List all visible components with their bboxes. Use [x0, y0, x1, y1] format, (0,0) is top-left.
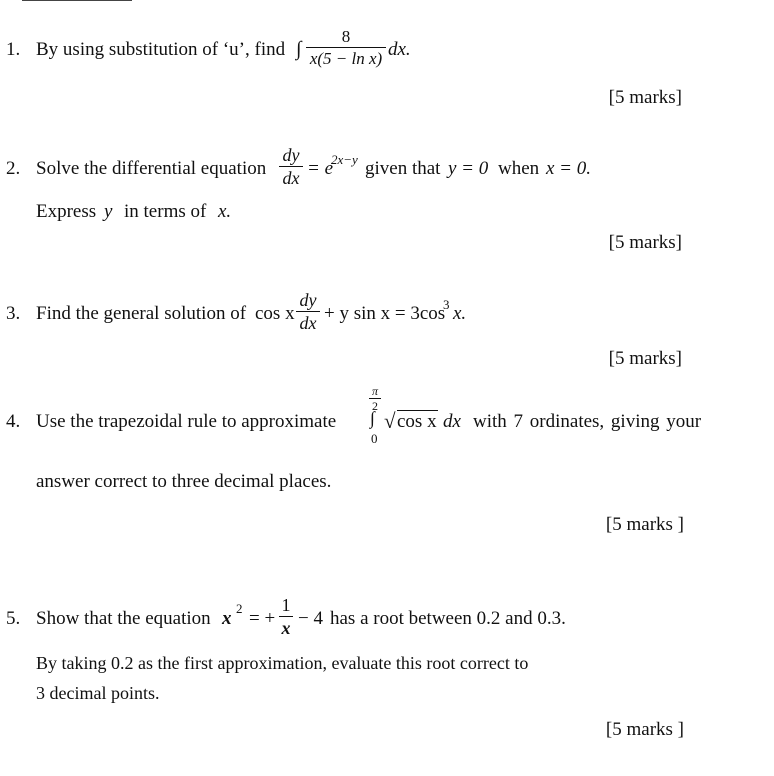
condition-x: x = 0. — [546, 158, 592, 179]
question-text-line2: By taking 0.2 as the first approximation, evaluate this root correct to — [36, 653, 529, 673]
top-rule — [22, 0, 132, 1]
integral-sign: ∫ — [370, 408, 375, 428]
denominator: x — [281, 618, 291, 638]
equation-base: = e — [307, 158, 334, 179]
question-text-continued: has a root between 0.2 and 0.3. — [330, 608, 566, 629]
question-text-line2: answer correct to three decimal places. — [36, 471, 332, 492]
condition-y: y = 0 — [448, 158, 489, 179]
upper-numerator: π — [371, 384, 378, 398]
terms-text: in terms of — [124, 201, 207, 222]
numerator: 8 — [341, 27, 351, 46]
fraction-bar — [296, 311, 320, 312]
fraction — [306, 28, 386, 67]
upper-denominator: 2 — [372, 399, 378, 413]
denominator: x(5 − ln x) — [309, 49, 383, 68]
marks-label: [5 marks] — [608, 348, 682, 369]
question-number: 3. — [6, 303, 21, 324]
equation-rest: + y sin x = 3cos — [324, 303, 446, 324]
exponent: 3 — [443, 297, 450, 312]
express-text: Express — [36, 201, 97, 222]
marks-label: [5 marks ] — [605, 514, 684, 535]
question-text-line3: 3 decimal points. — [36, 683, 160, 703]
question-text: By using substitution of ‘u’, find — [36, 39, 286, 60]
fraction — [279, 146, 303, 187]
var-y: y — [104, 201, 113, 222]
question-text: Show that the equation — [36, 608, 211, 629]
fraction-bar — [279, 616, 293, 617]
numerator: dy — [282, 145, 300, 165]
equation-end: x. — [453, 303, 467, 324]
cos-x: cos x — [255, 303, 295, 324]
question-number: 2. — [6, 158, 21, 179]
var-x: x — [222, 608, 232, 629]
lower-limit: 0 — [371, 431, 378, 446]
denominator: dx — [282, 168, 300, 188]
equals-plus: = + — [249, 608, 276, 629]
integral-sign: ∫ — [296, 38, 302, 60]
when-text: when — [498, 158, 540, 179]
numerator: 1 — [281, 595, 291, 615]
exponent: 2 — [236, 601, 243, 616]
question-text: Find the general solution of — [36, 303, 247, 324]
exponent: 2x−y — [331, 152, 358, 167]
integrand: cos x — [397, 411, 437, 432]
differential: dx — [443, 411, 461, 432]
marks-label: [5 marks] — [608, 87, 682, 108]
question-text-continued: with 7 ordinates, giving your — [473, 411, 702, 432]
question-text: Use the trapezoidal rule to approximate — [36, 411, 337, 432]
numerator: dy — [299, 290, 317, 310]
question-text: Solve the differential equation — [36, 158, 267, 179]
fraction — [279, 596, 293, 637]
fraction-bar — [279, 166, 303, 167]
differential: dx. — [388, 39, 411, 60]
fraction — [296, 291, 320, 332]
var-x: x. — [218, 201, 232, 222]
sqrt-sign: √ — [384, 409, 396, 433]
question-number: 4. — [6, 411, 21, 432]
question-number: 5. — [6, 608, 21, 629]
question-number: 1. — [6, 39, 21, 60]
given-text: given that — [365, 158, 441, 179]
marks-label: [5 marks] — [608, 232, 682, 253]
minus-four: − 4 — [298, 608, 323, 629]
fraction-bar — [306, 47, 386, 48]
denominator: dx — [299, 313, 317, 333]
marks-label: [5 marks ] — [605, 719, 684, 740]
